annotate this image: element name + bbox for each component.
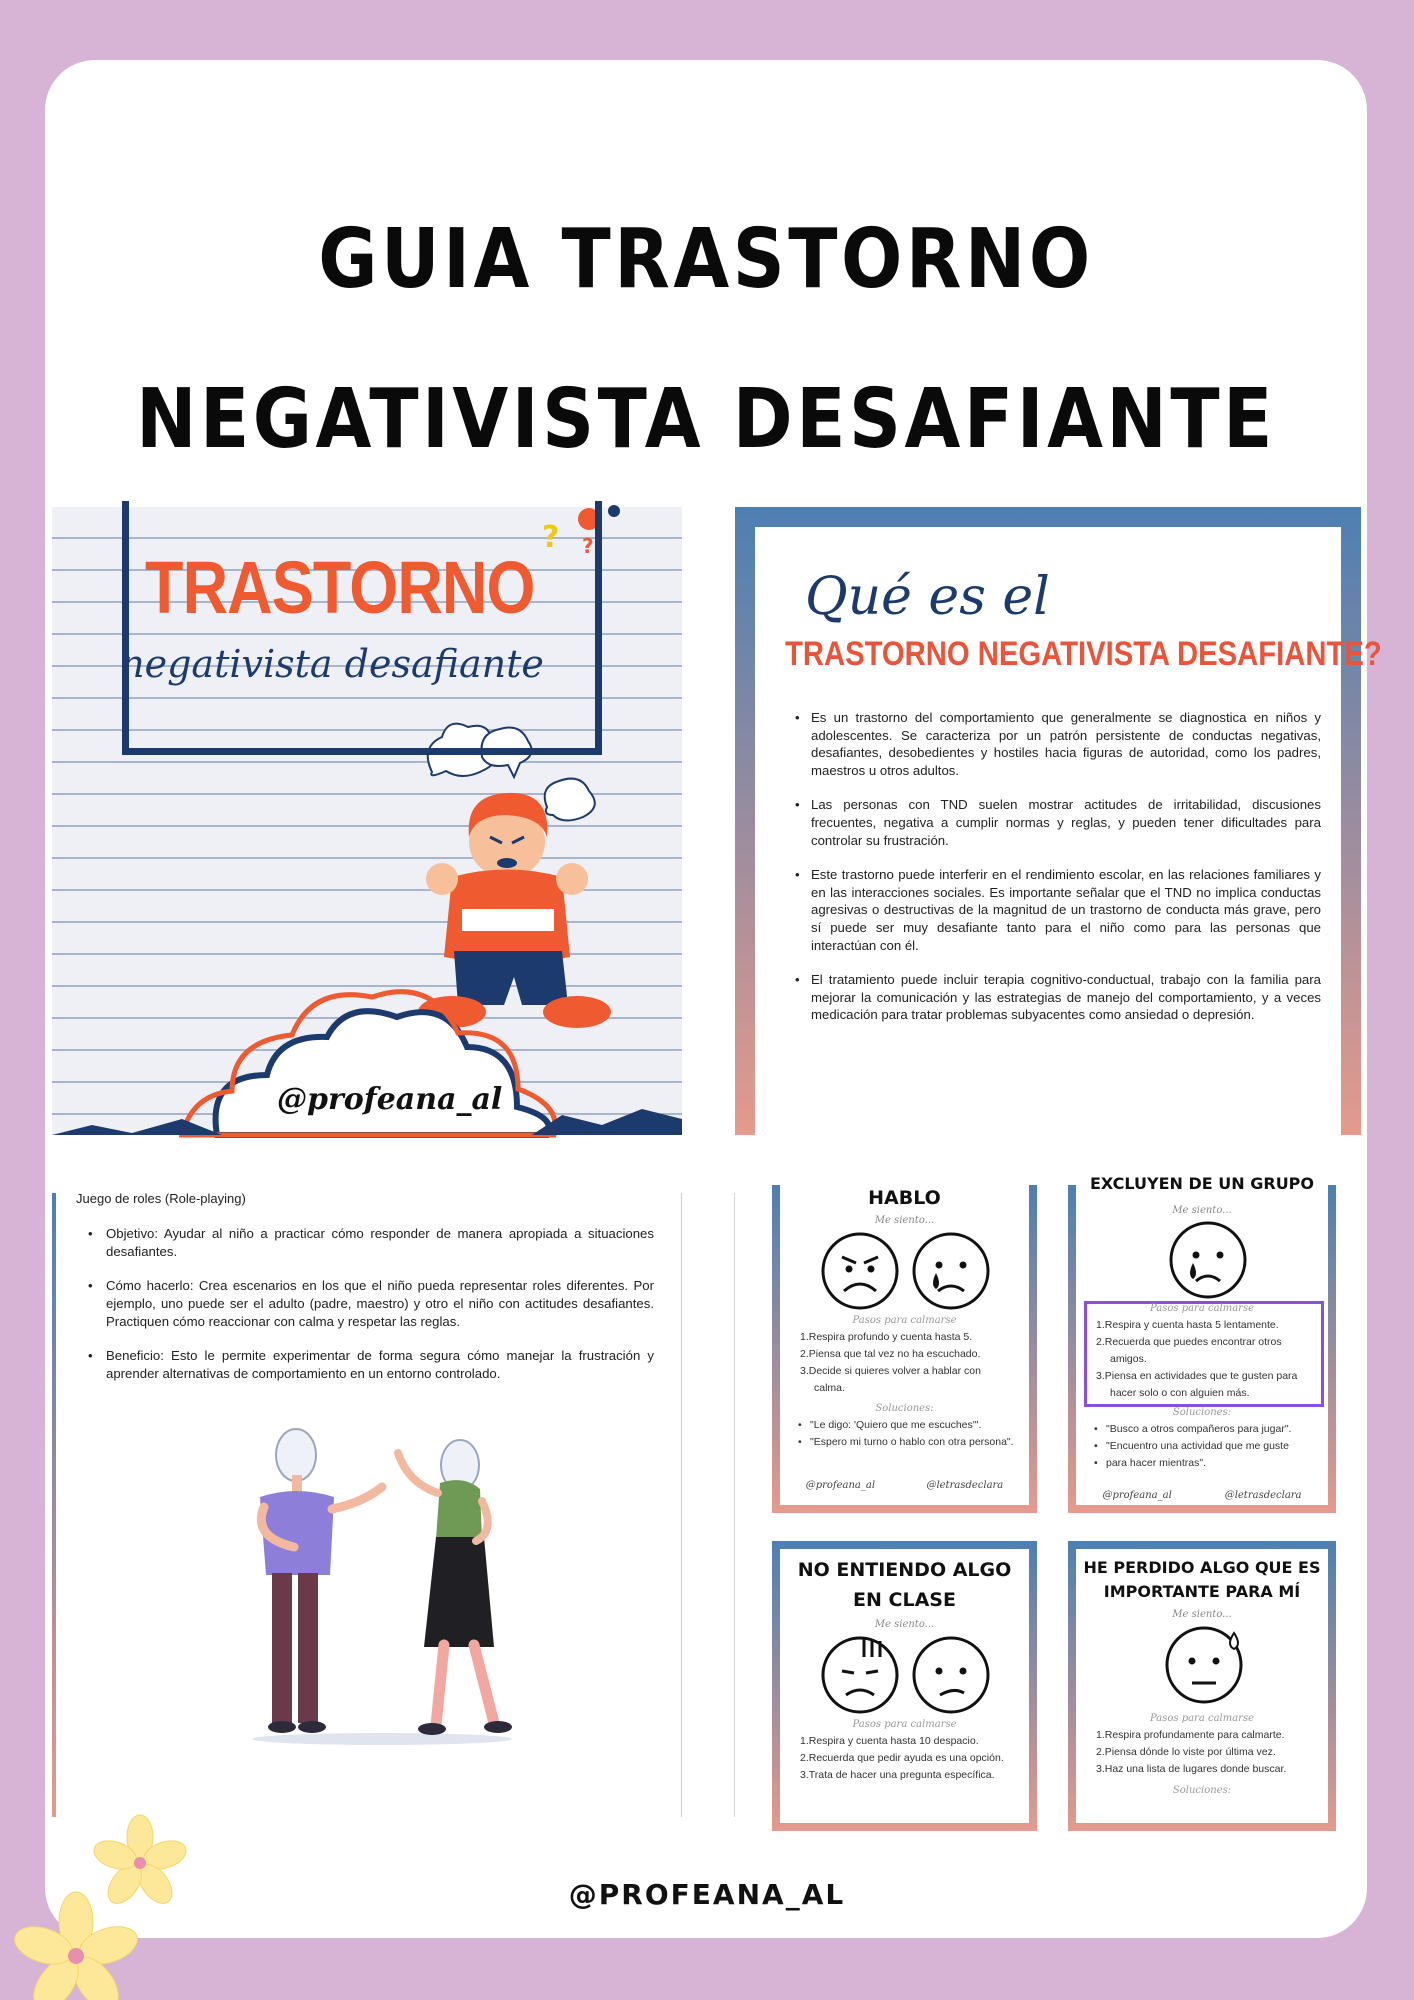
worried-face-icon [1167,1628,1241,1702]
flower-icon [0,1888,150,2000]
emotion-card-feel: Me siento... [1172,1609,1232,1620]
emotion-card-handles [1076,1490,1328,1501]
angry-face-icon [823,1234,897,1308]
step-item: 3.Haz una lista de lugares donde buscar. [1096,1763,1287,1775]
emotion-card-body [780,1185,1029,1505]
step-item: 1.Respira y cuenta hasta 10 despacio. [800,1735,979,1747]
emotion-faces [818,1229,998,1313]
solution-item: • "Espero mi turno o hablo con otra persona". [796,1434,1021,1451]
emotion-card-title-line1: HE PERDIDO ALGO QUE ES [1083,1558,1321,1577]
solution-item: • para hacer mientras". [1092,1455,1320,1472]
step-item: 2.Piensa que tal vez no ha escuchado. [800,1348,981,1360]
emotion-card-he-perdido [1068,1541,1336,1831]
definition-question: Qué es el [805,567,1050,627]
handle-profeana: @profeana_al [1102,1490,1172,1501]
emotion-card-steps [1096,1317,1318,1402]
emotion-card-no-entiendo [772,1541,1037,1831]
crying-face-icon [914,1234,988,1308]
handle-profeana: @profeana_al [805,1480,876,1491]
emotion-faces [1162,1623,1252,1707]
emotion-card-steps [800,1329,1019,1397]
footer-handle: @PROFEANA_AL [568,1878,846,1911]
emotion-card-hablo [772,1185,1037,1513]
solution-item: • "Busco a otros compañeros para jugar". [1092,1421,1320,1438]
emotion-card-body [780,1549,1029,1823]
emotion-card-steps-label: Pasos para calmarse [852,1315,957,1326]
emotion-card-title-line1: NO ENTIENDO ALGO [797,1559,1012,1581]
emotion-card-steps-label: Pasos para calmarse [852,1719,957,1730]
emotion-card-steps [800,1733,1019,1784]
emotion-card-steps [1096,1727,1318,1778]
step-item: 1.Respira profundo y cuenta hasta 5. [800,1331,973,1343]
handle-letrasdeclara: @letrasdeclara [926,1480,1004,1491]
emotion-cards-left-border [734,1193,735,1817]
sad-tear-face-icon [1171,1223,1245,1297]
step-item: 3.Piensa en actividades que te gusten para [1096,1370,1298,1382]
frustrated-face-icon [823,1638,897,1712]
page-title-line1: GUIA TRASTORNO [318,212,1094,307]
roleplay-bullet: • Objetivo: Ayudar al niño a practicar cómo responder de manera apropiada a situaciones desafiantes. [86,1225,654,1261]
page-title-line2: NEGATIVISTA DESAFIANTE [136,372,1276,467]
roleplay-right-border [681,1193,682,1817]
cover-preview [52,507,682,1135]
emotion-card-solutions-label: Soluciones: [1172,1785,1232,1796]
step-item: hacer solo o con alguien más. [1110,1387,1250,1399]
roleplay-preview [52,1185,682,1817]
step-item: 1.Respira y cuenta hasta 5 lentamente. [1096,1319,1279,1331]
emotion-card-solutions-label: Soluciones: [875,1403,934,1414]
cover-title: TRASTORNO [145,546,535,629]
emotion-card-steps-label: Pasos para calmarse [1149,1303,1255,1314]
step-item: 3.Trata de hacer una pregunta específica. [800,1769,995,1781]
step-item: 3.Decide si quieres volver a hablar con [800,1365,981,1377]
emotion-card-title: HABLO [868,1187,941,1209]
emotion-card-solutions [796,1417,1021,1451]
emotion-cards-preview [730,1174,1365,1817]
definition-page [755,527,1382,1167]
emotion-card-handles [780,1480,1029,1491]
emotion-card-solutions-label: Soluciones: [1172,1407,1232,1418]
confused-face-icon [914,1638,988,1712]
definition-preview [735,507,1382,1135]
emotion-card-excluyen [1068,1174,1336,1513]
definition-title: TRASTORNO NEGATIVISTA DESAFIANTE? [785,635,1382,673]
step-item: calma. [814,1382,845,1394]
roleplay-illustration [232,1417,532,1747]
solution-item: • "Le digo: 'Quiero que me escuches'". [796,1417,1021,1434]
roleplay-bullet: • Cómo hacerlo: Crea escenarios en los que el niño pueda representar roles diferentes. Por ejemplo, uno puede ser el adulto (padre, maestro) y otro el niño con actitudes desafiantes. Practiquen cómo reaccionar con calma y respetar las reglas. [86,1277,654,1331]
roleplay-list [86,1225,654,1399]
step-item: 1.Respira profundamente para calmarte. [1096,1729,1285,1741]
definition-bullet: • El tratamiento puede incluir terapia cognitivo-conductual, trabajo con la familia para mejorar la comunicación y las estrategias de manejo del comportamiento, y a veces medicación para tratar problemas subyacentes como ansiedad o depresión. [795,971,1321,1024]
definition-bullet: • Es un trastorno del comportamiento que generalmente se diagnostica en niños y adolescentes. Se caracteriza por un patrón persistente de conductas negativas, desafiantes, desobedientes y hostiles hacia figuras de autoridad, como los padres, maestros u otros adultos. [795,709,1321,779]
step-item: 2.Recuerda que puedes encontrar otros [1096,1336,1282,1348]
emotion-card-feel: Me siento... [874,1619,935,1630]
step-item: 2.Recuerda que pedir ayuda es una opción. [800,1752,1004,1764]
emotion-card-feel: Me siento... [874,1215,935,1226]
emotion-faces [1166,1219,1250,1301]
solution-item: • "Encuentro una actividad que me guste [1092,1438,1320,1455]
emotion-faces [818,1633,998,1717]
emotion-card-title-line2: EN CLASE [853,1589,956,1611]
emotion-card-body [1076,1549,1328,1823]
emotion-card-steps-label: Pasos para calmarse [1149,1713,1255,1724]
step-item: 2.Piensa dónde lo viste por última vez. [1096,1746,1276,1758]
emotion-card-body [1076,1174,1328,1505]
cover-handle: @profeana_al [277,1082,503,1117]
roleplay-left-border [52,1193,56,1817]
step-item: amigos. [1110,1353,1147,1365]
svg-text:?: ? [582,534,594,558]
definition-bullet: • Este trastorno puede interferir en el rendimiento escolar, en las relaciones familiares y en las interacciones sociales. Es importante señalar que el TND no implica conductas agresivas o destructivas de la magnitud de un trastorno de conducta más grave, pero sí puede ser muy desafiante tanto para el niño como para las personas que interactúan con él. [795,866,1321,954]
definition-bullet: • Las personas con TND suelen mostrar actitudes de irritabilidad, discusiones frecuentes, negativa a cumplir normas y reglas, y pueden tener dificultades para controlar su frustración. [795,796,1321,849]
handle-letrasdeclara: @letrasdeclara [1224,1490,1302,1501]
emotion-card-title-line2: IMPORTANTE PARA MÍ [1103,1582,1301,1601]
emotion-card-title: EXCLUYEN DE UN GRUPO [1089,1174,1315,1193]
definition-list [795,709,1321,1041]
emotion-card-feel: Me siento... [1172,1205,1232,1216]
cover-subtitle: negativista desafiante [120,642,544,686]
roleplay-bullet: • Beneficio: Esto le permite experimentar de forma segura cómo manejar la frustración y aprender alternativas de comportamiento en un entorno controlado. [86,1347,654,1383]
svg-text:?: ? [542,520,560,555]
roleplay-heading: Juego de roles (Role-playing) [76,1191,246,1206]
emotion-card-solutions [1092,1421,1320,1472]
